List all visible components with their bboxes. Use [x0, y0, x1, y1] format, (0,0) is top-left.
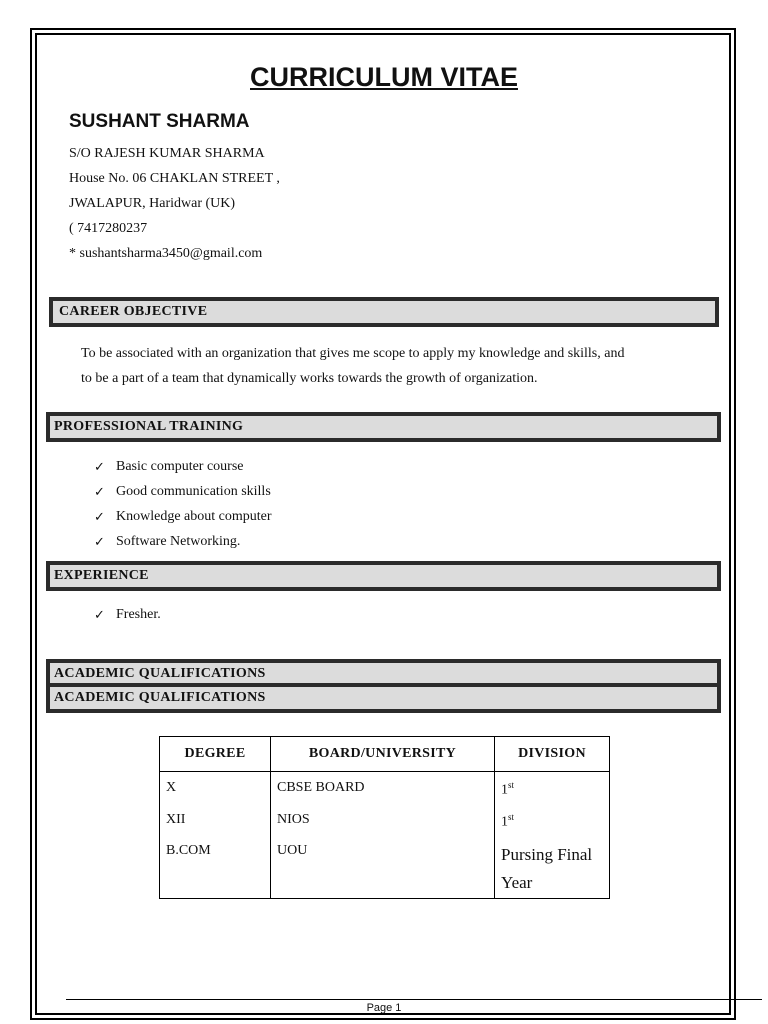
check-mark-icon: ✓: [94, 459, 105, 475]
board-cell: UOU: [271, 838, 495, 899]
list-item: [94, 607, 161, 623]
division-cell: Pursing Final Year: [495, 838, 610, 899]
division-cell: 1st: [495, 805, 610, 838]
degree-cell: X: [160, 772, 271, 805]
section-title: EXPERIENCE: [50, 565, 717, 587]
section-title: ACADEMIC QUALIFICATIONS: [50, 663, 717, 685]
list-item-label: Good communication skills: [116, 484, 271, 499]
objective-text-line: To be associated with an organization that gives me scope to apply my knowledge and skills, and: [81, 346, 625, 361]
page-number: Page 1: [366, 1002, 402, 1014]
list-item: [94, 534, 240, 550]
list-item: [94, 509, 272, 525]
section-header-career-objective: [49, 297, 719, 327]
address-line: JWALAPUR, Haridwar (UK): [69, 196, 236, 211]
document-title: CURRICULUM VITAE: [250, 62, 518, 92]
degree-cell: XII: [160, 805, 271, 838]
address-line: S/O RAJESH KUMAR SHARMA: [69, 146, 265, 161]
column-header-degree: DEGREE: [160, 737, 271, 772]
division-cell: 1st: [495, 772, 610, 805]
board-cell: CBSE BOARD: [271, 772, 495, 805]
section-header-professional-training: [46, 412, 721, 442]
degree-cell: B.COM: [160, 838, 271, 899]
list-item-label: Basic computer course: [116, 459, 244, 474]
column-header-board: BOARD/UNIVERSITY: [271, 737, 495, 772]
board-cell: NIOS: [271, 805, 495, 838]
section-header-experience: [46, 561, 721, 591]
check-mark-icon: ✓: [94, 509, 105, 525]
table-row: [160, 838, 610, 899]
candidate-name: SUSHANT SHARMA: [69, 111, 250, 132]
phone-line: ( 7417280237: [69, 221, 148, 236]
section-title: PROFESSIONAL TRAINING: [50, 416, 717, 438]
table-row: [160, 772, 610, 805]
email-line: * sushantsharma3450@gmail.com: [69, 246, 263, 261]
list-item: [94, 484, 271, 500]
check-mark-icon: ✓: [94, 484, 105, 500]
objective-text-line: to be a part of a team that dynamically works towards the growth of organization.: [81, 371, 538, 386]
check-mark-icon: ✓: [94, 534, 105, 550]
check-mark-icon: ✓: [94, 607, 105, 623]
footer-divider: [66, 999, 762, 1000]
table-header-row: [160, 737, 610, 772]
column-header-division: DIVISION: [495, 737, 610, 772]
section-title: ACADEMIC QUALIFICATIONS: [50, 687, 717, 709]
academic-qualifications-table: [159, 736, 610, 899]
section-header-academic-qualifications-repeat: [46, 683, 721, 713]
address-line: House No. 06 CHAKLAN STREET ,: [69, 171, 280, 186]
list-item: [94, 459, 244, 475]
section-title: CAREER OBJECTIVE: [53, 301, 715, 323]
list-item-label: Fresher.: [116, 607, 161, 622]
list-item-label: Software Networking.: [116, 534, 241, 549]
list-item-label: Knowledge about computer: [116, 509, 272, 524]
table-row: [160, 805, 610, 838]
